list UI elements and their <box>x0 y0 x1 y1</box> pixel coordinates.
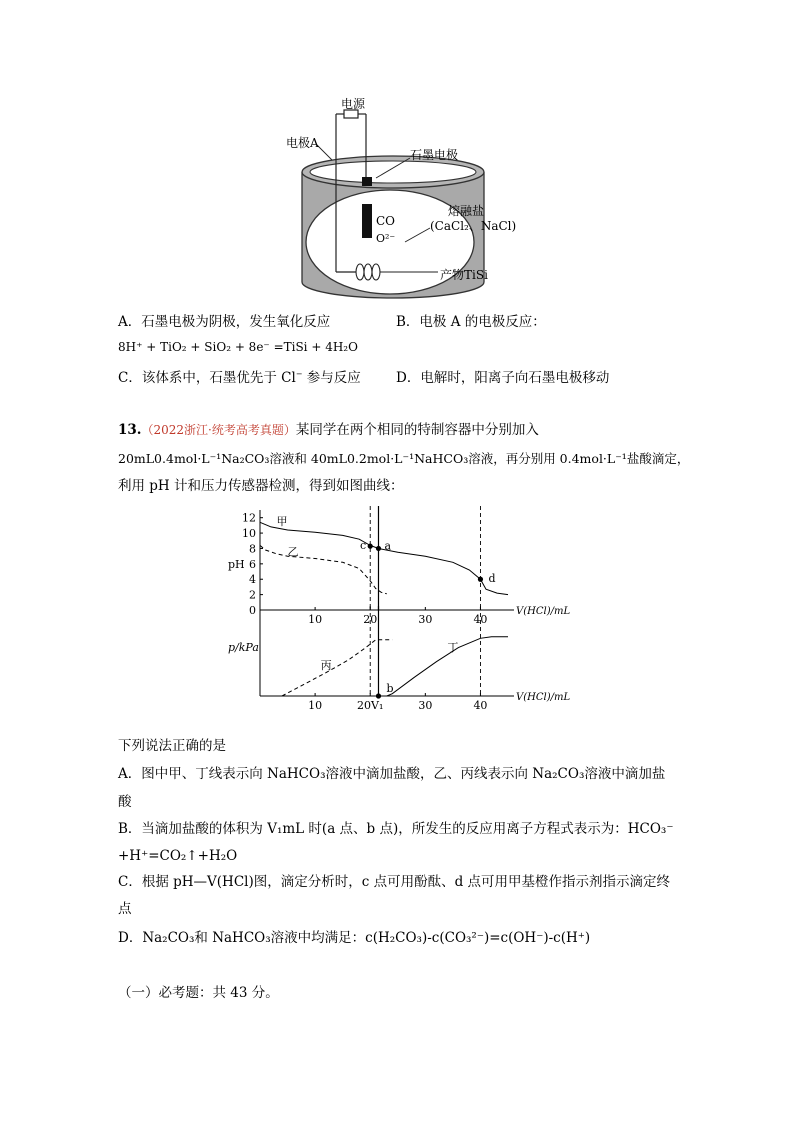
q12-option-c-end: 参与反应 <box>302 370 361 386</box>
data-point-c <box>368 544 373 549</box>
q13-option-d: D．Na₂CO₃和 NaHCO₃溶液中均满足：c(H₂CO₃)-c(CO₃²⁻)=c(OH⁻)-c(H⁺) <box>118 930 591 946</box>
data-point-a <box>376 546 381 551</box>
y-tick-label: 10 <box>242 527 256 541</box>
q13-stem-3: 利用 pH 计和压力传感器检测，得到如图曲线： <box>118 478 404 494</box>
q12-option-c: C．该体系中，石墨优先于 Cl− 参与反应 <box>118 369 361 386</box>
y-axis-label: pH <box>228 557 245 571</box>
point-label: b <box>386 682 394 695</box>
q13-option-a-line2: 酸 <box>118 794 132 810</box>
x-tick-label: 10 <box>308 613 323 626</box>
molten-label: 熔融盐 <box>448 204 485 218</box>
x-tick-label: 10 <box>308 699 323 712</box>
y-tick-label: 8 <box>249 542 256 556</box>
y-tick-label: 12 <box>242 511 256 525</box>
x-tick-label: 40 <box>473 699 488 712</box>
x-tick-label: 40 <box>473 613 488 626</box>
footer-note: （一）必考题：共 43 分。 <box>118 985 279 1001</box>
molten-formula: (CaCl₂、NaCl) <box>430 219 517 233</box>
x-tick-label: 20 <box>363 613 378 626</box>
series-line-丙 <box>282 640 392 696</box>
q13-number: 13. <box>118 422 142 438</box>
q13-stem-2: 20mL0.4mol·L⁻¹Na₂CO₃溶液和 40mL0.2mol·L⁻¹NaHCO₃溶液，再分别用 0.4mol·L⁻¹盐酸滴定， <box>118 451 690 466</box>
series-line-丁 <box>260 637 508 696</box>
x-tick-label: 30 <box>418 613 433 626</box>
q12-option-d: D．电解时，阳离子向石墨电极移动 <box>396 370 610 386</box>
y-axis-label: p/kPa <box>228 641 259 654</box>
q12-equation: 8H⁺ + TiO₂ + SiO₂ + 8e⁻ =TiSi + 4H₂O <box>118 340 358 354</box>
q12-option-a: A．石墨电极为阴极，发生氧化反应 <box>118 314 331 330</box>
data-point-d <box>478 577 483 582</box>
q12-option-b: B．电极 A 的电极反应： <box>396 314 546 330</box>
q13-option-a-line1: A．图中甲、丁线表示向 NaHCO₃溶液中滴加盐酸，乙、丙线表示向 Na₂CO₃溶液中滴加盐 <box>118 766 666 782</box>
q13-source: （2022浙江·统考高考真题） <box>141 423 296 437</box>
series-line-乙 <box>260 545 387 593</box>
x-axis-label: V(HCl)/mL <box>516 606 571 617</box>
q13-option-c-line2: 点 <box>118 901 132 917</box>
series-label: 丙 <box>320 658 332 672</box>
q12-option-c-text: C．该体系中，石墨优先于 Cl <box>118 370 296 386</box>
y-tick-label: 4 <box>249 573 256 587</box>
power-label: 电源 <box>341 97 366 111</box>
electrode-a-label: 电极A <box>286 136 319 150</box>
q13-option-c-line1: C．根据 pH—V(HCl)图，滴定分析时，c 点可用酚酞、d 点可用甲基橙作指示剂指示滴定终 <box>118 874 671 890</box>
o2-label: O²⁻ <box>376 232 396 245</box>
series-label: 乙 <box>287 545 299 559</box>
q13-stem-1: 某同学在两个相同的特制容器中分别加入 <box>295 422 539 438</box>
data-point-b <box>376 693 381 698</box>
point-label: a <box>384 539 392 553</box>
series-label: 甲 <box>276 514 288 528</box>
q13-question: 下列说法正确的是 <box>118 738 226 754</box>
x-tick-label: 30 <box>418 699 433 712</box>
y-tick-label: 6 <box>249 557 256 571</box>
series-label: 丁 <box>447 640 459 654</box>
x-tick-label: 20V₁ <box>357 699 384 712</box>
y-tick-label: 0 <box>249 604 256 617</box>
product-label: 产物TiSi <box>440 268 488 282</box>
co-label: CO <box>376 214 396 228</box>
graphite-label: 石墨电极 <box>410 148 459 162</box>
q13-header <box>118 421 539 439</box>
q13-option-b-line1: B．当滴加盐酸的体积为 V₁mL 时(a 点、b 点)，所发生的反应用离子方程式表示为：HCO₃⁻ <box>118 821 674 837</box>
point-label: c <box>360 539 367 553</box>
titration-chart <box>220 498 580 726</box>
x-axis-label: V(HCl)/mL <box>516 692 571 703</box>
q13-option-b-line2: +H⁺=CO₂↑+H₂O <box>118 848 238 864</box>
point-label: d <box>488 572 496 586</box>
y-tick-label: 2 <box>249 588 256 602</box>
